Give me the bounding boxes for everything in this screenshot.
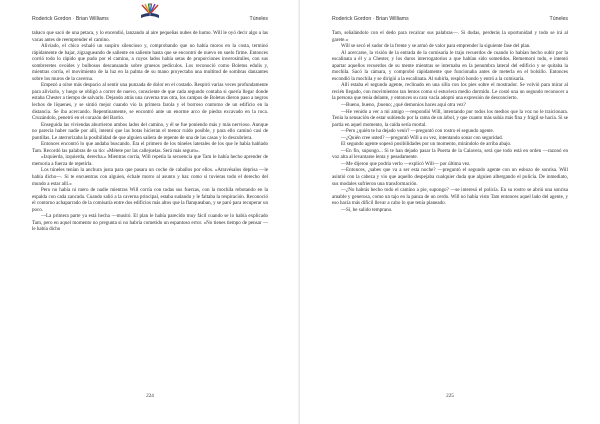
right-header-title: Túneles (549, 16, 568, 22)
paragraph: El segundo agente sopesó posibilidades por un momento, mirándolo de arriba abajo. (341, 141, 512, 148)
paragraph: —Bueno, bueno, ¡bueno; ¿qué demonios haces aquí otra vez? (341, 102, 466, 109)
paragraph: Pero no había ni mero de nadie mientras Will corría con todas sus fuerzas, con la mochila rebotando en la espalda con cada zancada. Cuando salió a la caverna principal, estaba sudando y le faltaba la respiración. Reconoció el contorno achaparrado de la comisaría entre dos edificios más altos que la flanqueaban, y se paró para recuperar un poco. (32, 187, 268, 213)
right-page (300, 0, 600, 424)
paragraph: —¿No habrás hecho todo el camino a pie, supongo? —se interesó el policía. En su rostro se abrió una sonrisa amable y generosa, como un tajo en la panza de un cerdo. Will no había visto Tam entonces aquel lado del agente, y eso hacía más difícil llevar a cabo lo que tenía planeado. (332, 187, 568, 207)
paragraph: —He venido a ver a mi amigo —respondió Will, intentando por todos los medios que la voz no le traicionara. Tenía la sensación de estar subiendo por la rama de un árbol, y que cuanto más subía más fina y frágil se hacía. Si se partía en aquel momento, la caída sería mortal. (332, 108, 568, 128)
paragraph: Tam, señalándolo con el dedo para recalcar sus palabras—. Si dudas, perderás la oportunidad y todo se irá al garete.» (332, 30, 568, 43)
paragraph: —La primera parte ya está hecha —musitó. El plan le había parecido muy fácil cuando se lo había explicado Tam, pero en aquel momento no pregunta si no habría cometido un espantoso error. «No tienes tiempo de pensar —le había dicho (32, 213, 268, 233)
left-header-authors: Roderick Gordon · Brian Williams (32, 16, 109, 22)
left-page-number: 224 (146, 393, 154, 399)
paragraph: —Pero ¿quién te ha dejado venir? —preguntó con rostro el segundo agente. (341, 128, 495, 135)
paragraph: —Me dijeron que podría verlo —explicó Will— por última vez. (341, 160, 471, 167)
paragraph: Allí estaba el segundo agente, reclinado en una silla con los pies sobre el mostrador. Se volvió para mirar al recién llegado, con movimientos tan lentos como si estuviera medio dormido. Le costó una un segundo reconocer a la persona que tenía delante, y entonces su cara vacía adoptó una expresión de desconcierto. (332, 82, 568, 102)
right-running-header (332, 14, 568, 24)
paragraph: Los túneles tenían la anchura justa para que pasara un coche de caballos por ellos. «Atravésalos deprisa —le había dicho—. Si te encuentras con alguien, échale morro al asunto y haz como si tuvieras todo el derecho del mundo a estar allí.» (32, 167, 268, 187)
paragraph: Entonces encontró lo que andaba buscando. Era el primero de los túneles laterales de los que le había hablado Tam. Recordó las palabras de su tío: «Métete por las callejuelas. Será más seguro». (32, 141, 268, 154)
paragraph: Al acercarse, la visión de la entrada de la comisaría le trajo recuerdos de cuando lo habían hecho subir por la escalinata a él y a Chester, y los duros interrogatorios a que habían sido sometidos. Rememoró todo, e intentó apartar aquellos recuerdos de su mente mientras se internaba en la penumbra lateral del edificio y se quitaba la mochila. Sacó la cámara, y comprobó rápidamente que funcionaba antes de meterla en el bolsillo. Entonces escondió la mochila y se dirigió a la escalinata. Al subirla, respiró hondo y entró a la comisaría. (332, 49, 568, 82)
publisher-logo-icon (137, 2, 163, 22)
paragraph: Empezó a oírse más despacio al sentir una punzada de dolor en el costado. Respiró varias veces profundamente para aliviarlo, y luego se obligó a correr de nuevo, consciente de que cada segundo contaba si quería llegar donde estaba Chester a tiempo de salvarlo. Dejando atrás una caverna tras otra, los campos de Boletus dieron paso a negros lechos de líquenes, y se sintió mejor cuando vio la primera farola y el borroso contorno de un edificio en la distancia. Se iba acercando. Repentinamente, se encontró ante un enorme arco de piedra excavado en la roca. Cruzándolo, penetró en el corazón del Barrio. (32, 82, 268, 122)
paragraph: —En fin, supongo... Si te han dejado pasar la Puerta de la Calavera, será que todo está en orden —razonó en voz alta al levantarse lenta y pesadamente. (332, 147, 568, 161)
right-body-text (332, 30, 568, 213)
paragraph: —Entonces, ¿sabes que va a ser esta noche? —preguntó el segundo agente con un esbozo de sonrisa. Will asintió con la cabeza y vio que aquello despejaba cualquier duda que alguien albergando el policía. De inmediato, sus modales sufrieron una transformación. (332, 167, 568, 187)
left-body-text (32, 30, 268, 233)
paragraph: Will se secó el sudor de la frente y se armó de valor para emprender la siguiente fase del plan. (341, 43, 531, 50)
paragraph: «Izquierda, izquierda, derecha.» Mientras corría, Will repetía la secuencia que Tam le había hecho aprender de memoria a fuerza de repetirla. (32, 154, 268, 167)
right-page-number: 225 (446, 393, 454, 399)
paragraph: tabaco que sacó de una petaca, y lo encendió, lanzando al aire pequeñas nubes de humo. Will le oyó decir algo a las vacas antes de reemprender el camino. (32, 30, 268, 43)
paragraph: —Sí, he salido temprano. (341, 206, 393, 213)
paragraph: —¿Quién cree usted? —preguntó Will a su vez, intentando sonar con seguridad. (341, 134, 503, 141)
paragraph: Enseguida las viviendas aburrieron ambos lados del camino, y él se fue poniendo más y más nervioso. Aunque no parecía haber nadie por allí, intentó que las botas hicieran el menor ruido posible, y para ello caminó casi de puntillas. Le aterrorizaba la posibilidad de que alguien saliera de repente de una de las casas y lo descubriera. (32, 121, 268, 141)
left-header-title: Túneles (249, 16, 268, 22)
right-header-authors: Roderick Gordon · Brian Williams (332, 16, 409, 22)
paragraph: Aliviado, el chico exhaló un suspiro silencioso y, comprobando que no había moros en la costa, terminó rápidamente de bajar, zigzagueando de saliente en saliente hasta que se encontró de nuevo en suelo firme. Entonces corrió todo lo rápido que pudo por el camino, a cuyos lados había setas de proporciones inverosímiles, con sus sombreretes ovoides y bulbosos descansando sobre gruesos pedículos. Los reconoció como Boletus edulis y, mientras corría, el movimiento de la luz en la palma de su mano proyectaba una multitud de sombras danzantes sobre los muros de la caverna. (32, 43, 268, 82)
